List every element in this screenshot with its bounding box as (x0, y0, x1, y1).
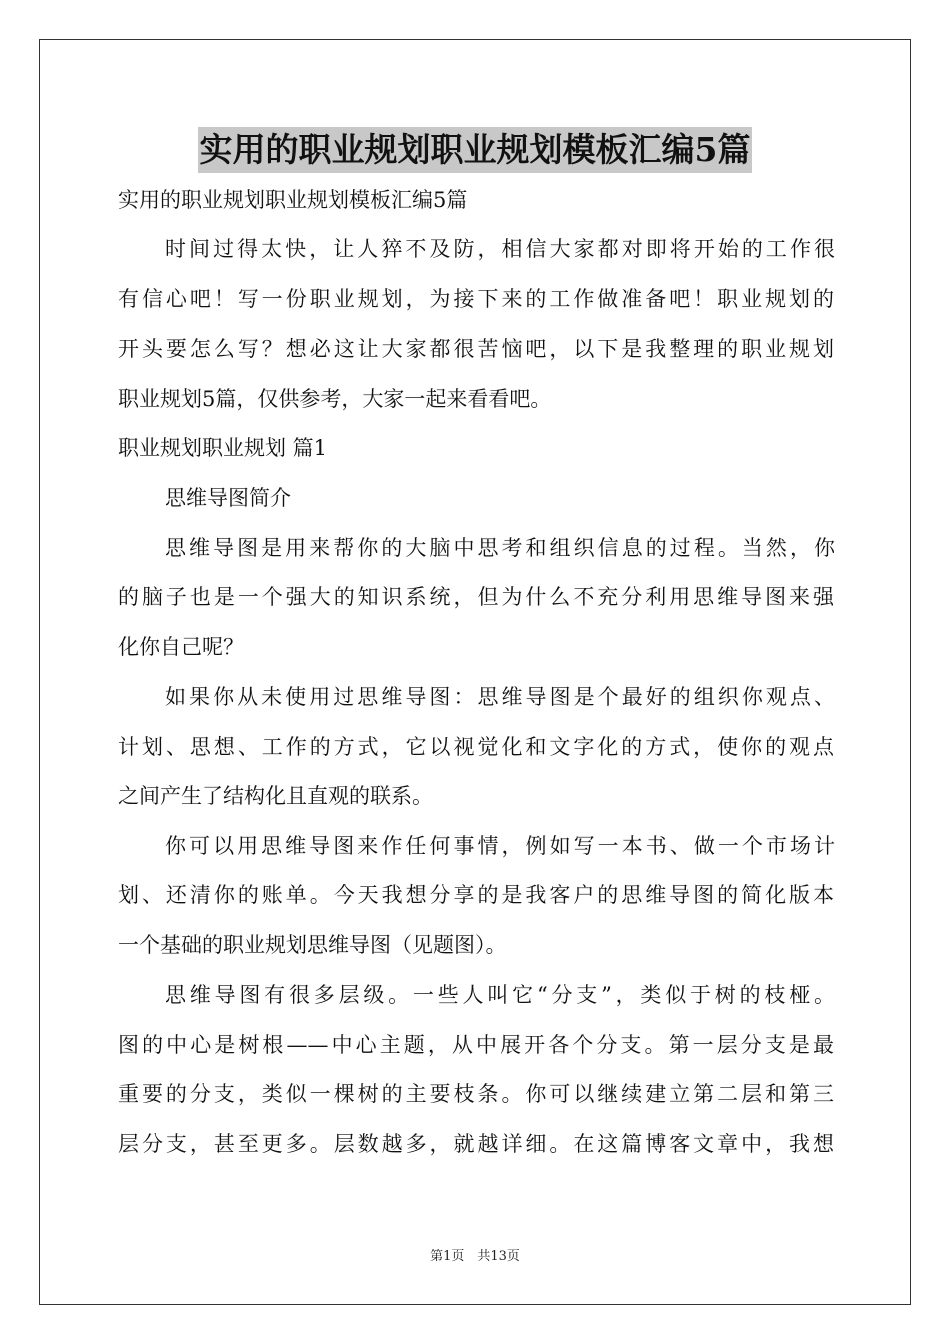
section-heading: 职业规划职业规划 篇1 (118, 436, 328, 460)
para2-line-1: 如果你从未使用过思维导图：思维导图是个最好的组织你观点、 (165, 685, 835, 709)
para2-line-2: 计划、思想、工作的方式，它以视觉化和文字化的方式，使你的观点 (118, 735, 834, 759)
document-title-row (0, 127, 950, 173)
para1-line-3: 化你自己呢？ (118, 635, 244, 659)
para1-line-1: 思维导图是用来帮你的大脑中思考和组织信息的过程。当然，你 (165, 536, 835, 560)
intro-line-2: 有信心吧！写一份职业规划，为接下来的工作做准备吧！职业规划的 (118, 287, 834, 311)
sub-heading: 思维导图简介 (165, 486, 291, 510)
para3-line-2: 划、还清你的账单。今天我想分享的是我客户的思维导图的简化版本 (118, 883, 834, 907)
document-subtitle: 实用的职业规划职业规划模板汇编5篇 (118, 188, 468, 212)
document-title: 实用的职业规划职业规划模板汇编5篇 (198, 127, 753, 173)
para4-line-1: 思维导图有很多层级。一些人叫它“分支”，类似于树的枝桠。 (165, 983, 835, 1007)
para4-line-2: 图的中心是树根——中心主题，从中展开各个分支。第一层分支是最 (118, 1033, 834, 1057)
para3-line-1: 你可以用思维导图来作任何事情，例如写一本书、做一个市场计 (165, 834, 835, 858)
intro-line-4: 职业规划5篇，仅供参考，大家一起来看看吧。 (118, 387, 552, 411)
para4-line-4: 层分支，甚至更多。层数越多，就越详细。在这篇博客文章中，我想 (118, 1132, 834, 1156)
para2-line-3: 之间产生了结构化且直观的联系。 (118, 784, 433, 808)
para3-line-3: 一个基础的职业规划思维导图（见题图）。 (118, 933, 507, 957)
intro-line-3: 开头要怎么写？想必这让大家都很苦恼吧，以下是我整理的职业规划 (118, 337, 834, 361)
para1-line-2: 的脑子也是一个强大的知识系统，但为什么不充分利用思维导图来强 (118, 585, 834, 609)
page-border (39, 39, 911, 1305)
intro-line-1: 时间过得太快，让人猝不及防，相信大家都对即将开始的工作很 (165, 237, 835, 261)
para4-line-3: 重要的分支，类似一棵树的主要枝条。你可以继续建立第二层和第三 (118, 1082, 834, 1106)
page-footer: 第1页 共13页 (430, 1249, 520, 1264)
